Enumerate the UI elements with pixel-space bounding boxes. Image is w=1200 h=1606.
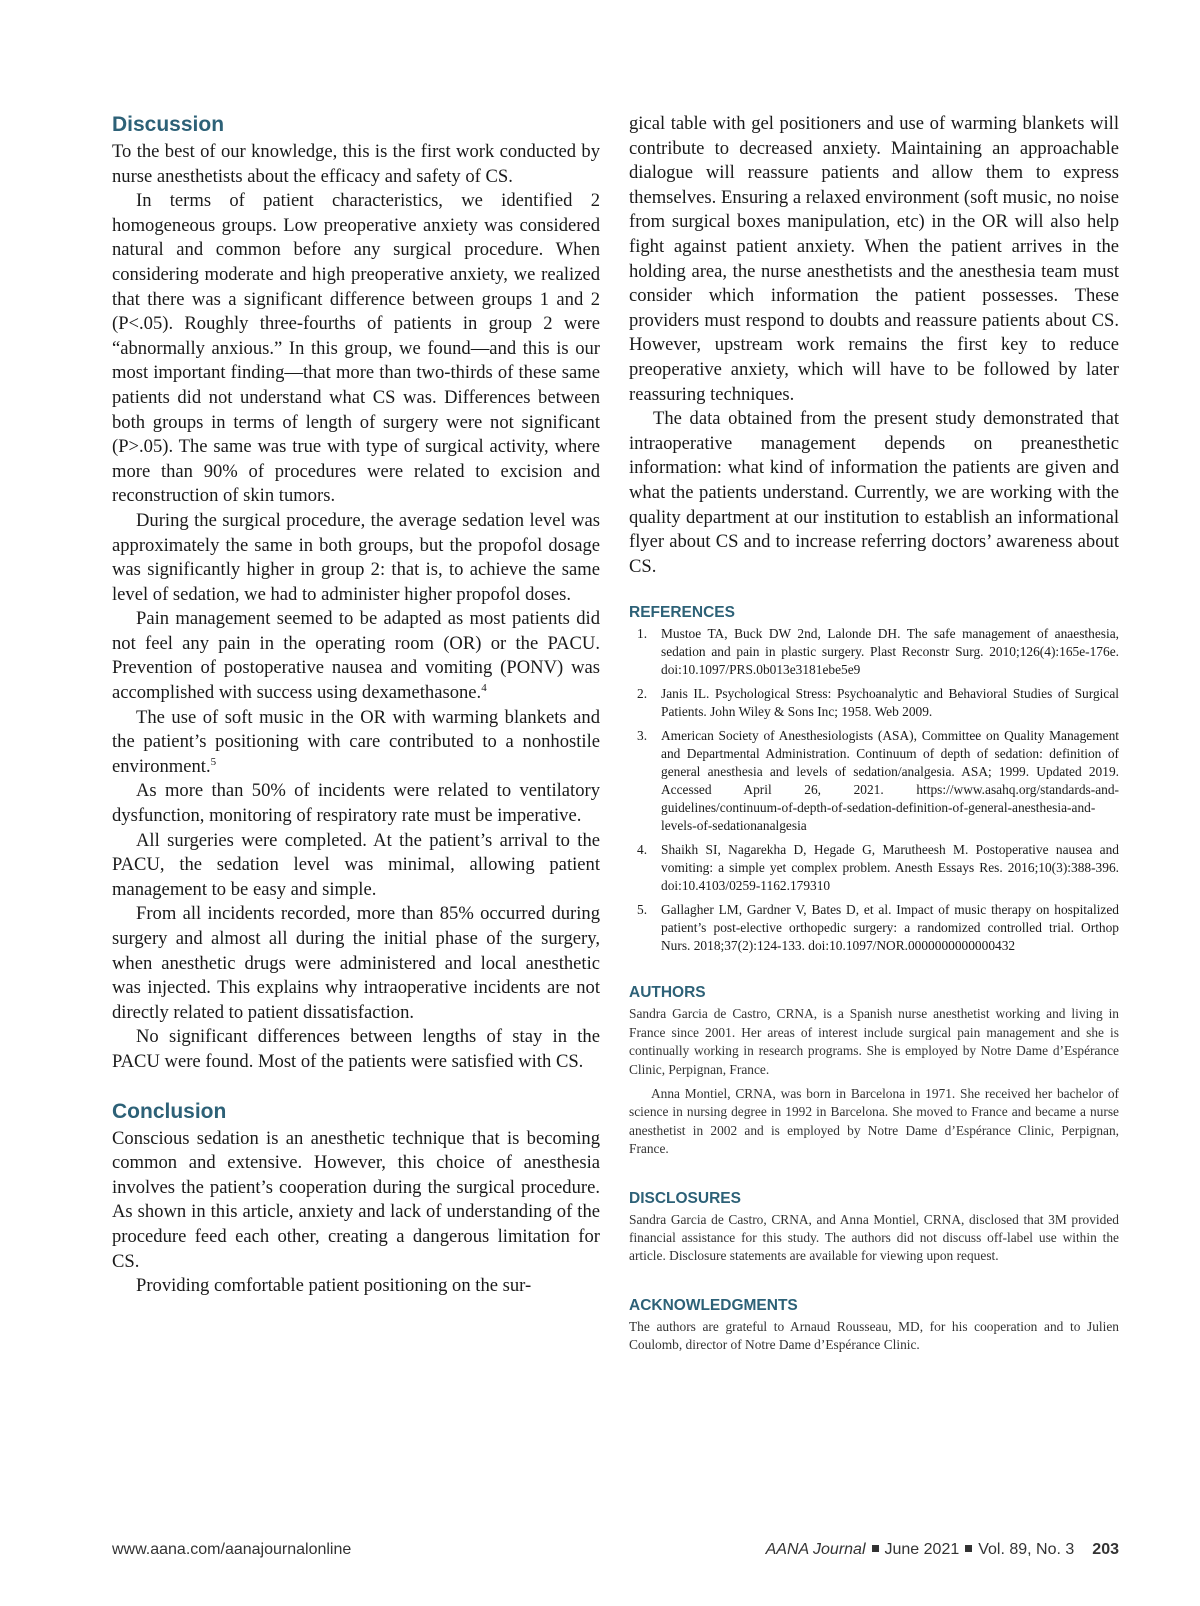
acknowledgments-heading: ACKNOWLEDGMENTS <box>629 1296 798 1314</box>
reference-number: 1. <box>637 626 648 642</box>
disclosures-heading: DISCLOSURES <box>629 1189 741 1207</box>
footer-url[interactable]: www.aana.com/aanajournalonline <box>112 1541 352 1558</box>
discussion-paragraph: As more than 50% of incidents were related to ventilatory dysfunction, monitoring of respiratory rate must be imperative. <box>112 780 600 827</box>
issue-date: June 2021 <box>884 1541 960 1558</box>
discussion-paragraph: All surgeries were completed. At the patient’s arrival to the PACU, the sedation level was minimal, allowing patient management to be easy and simple. <box>112 829 600 900</box>
conclusion-paragraph-split: Providing comfortable patient positioning on the sur- <box>136 1275 532 1297</box>
conclusion-heading: Conclusion <box>112 1099 227 1123</box>
left-column <box>112 112 600 1299</box>
square-bullet-icon <box>965 1545 972 1552</box>
discussion-heading: Discussion <box>112 113 225 136</box>
discussion-paragraph: From all incidents recorded, more than 85% occurred during surgery and almost all during the initial phase of the surgery, when anesthetic drugs were administered and local anesthetic was injected. This explains why intraoperative incidents are not directly related to patient dissatisfaction. <box>112 903 600 1023</box>
reference-item <box>629 901 1119 955</box>
authors-heading: AUTHORS <box>629 984 706 1002</box>
references-list <box>629 625 1119 955</box>
journal-name: AANA Journal <box>765 1541 866 1558</box>
discussion-paragraph <box>112 706 600 780</box>
paragraph-text: Pain management seemed to be adapted as most patients did not feel any pain in the operating room (OR) or the PACU. Prevention of postoperative nausea and vomiting (PONV) was accomplished with success using dexamethasone. <box>112 608 600 704</box>
reference-text: Mustoe TA, Buck DW 2nd, Lalonde DH. The safe management of anaesthesia, sedation and pain in plastic surgery. Plast Reconstr Surg. 2010;126(4):165e-176e. doi:10.1097/PRS.0b013e3181ebe5e9 <box>661 626 1119 678</box>
right-column <box>629 112 1119 1355</box>
discussion-paragraph <box>112 607 600 705</box>
discussion-paragraph: To the best of our knowledge, this is the first work conducted by nurse anesthetists about the efficacy and safety of CS. <box>112 141 600 187</box>
author-bio: Anna Montiel, CRNA, was born in Barcelona in 1971. She received her bachelor of science in nursing degree in 1992 in Barcelona. She moved to France and became a nurse anesthetist in 2002 and is employed by Notre Dame d’Espérance Clinic, Perpignan, France. <box>629 1085 1119 1157</box>
reference-number: 4. <box>637 842 648 858</box>
reference-item <box>629 727 1119 835</box>
section-spacer <box>112 1075 600 1099</box>
page-number: 203 <box>1092 1541 1119 1558</box>
section-spacer <box>629 961 1119 983</box>
discussion-paragraph: No significant differences between lengths of stay in the PACU were found. Most of the patients were satisfied with CS. <box>112 1026 600 1072</box>
reference-number: 2. <box>637 686 648 702</box>
reference-item <box>629 625 1119 679</box>
citation-superscript: 4 <box>481 681 487 694</box>
paragraph-text: The use of soft music in the OR with warming blankets and the patient’s positioning with care contributed to a nonhostile environment. <box>112 706 600 777</box>
conclusion-paragraph: The data obtained from the present study demonstrated that intraoperative management depends on preanesthetic information: what kind of information the patients are given and what the patients understand. Currently, we are working with the quality department at our institution to establish an informational flyer about CS and to increase referring doctors’ awareness about CS. <box>629 408 1119 577</box>
section-spacer <box>629 579 1119 603</box>
section-spacer <box>629 1266 1119 1296</box>
reference-item <box>629 841 1119 895</box>
conclusion-paragraph: Conscious sedation is an anesthetic technique that is becoming common and extensive. However, this choice of anesthesia involves the patient’s cooperation during the surgical procedure. As shown in this article, anxiety and lack of understanding of the procedure feed each other, creating a dangerous limitation for CS. <box>112 1127 600 1272</box>
citation-superscript: 5 <box>210 755 217 768</box>
section-spacer <box>629 1159 1119 1189</box>
reference-number: 3. <box>637 728 648 744</box>
discussion-paragraph: During the surgical procedure, the average sedation level was approximately the same in both groups, but the propofol dosage was significantly higher in group 2: that is, to achieve the same level of sedation, we had to administer higher propofol doses. <box>112 509 600 605</box>
footer-journal-info <box>766 1541 1119 1559</box>
conclusion-paragraph-continued: gical table with gel positioners and use of warming blankets will contribute to decreased anxiety. Maintaining an approachable dialogue will reassure patients and allow them to express themselves. Ensuring a relaxed environment (soft music, no noise from surgical boxes manipulation, etc) in the OR will also help fight against patient anxiety. When the patient arrives in the holding area, the nurse anesthetists and the anesthesia team must consider which information the patient possesses. These providers must respond to doubts and reassure patients about CS. However, upstream work remains the first key to reduce preoperative anxiety, which will have to be followed by later reassuring techniques. <box>629 113 1119 405</box>
reference-text: Janis IL. Psychological Stress: Psychoanalytic and Behavioral Studies of Surgical Patients. John Wiley & Sons Inc; 1958. Web 2009. <box>661 686 1119 720</box>
discussion-paragraph: In terms of patient characteristics, we identified 2 homogeneous groups. Low preoperative anxiety was considered natural and common before any surgical procedure. When considering moderate and high preoperative anxiety, we realized that there was a significant difference between groups 1 and 2 (P<.05). Roughly three-fourths of patients in group 2 were “abnormally anxious.” In this group, we found—and this is our most important finding—that more than two-thirds of these same patients did not understand what CS was. Differences between both groups in terms of length of surgery were not significant (P>.05). The same was true with type of surgical activity, where more than 90% of procedures were related to excision and reconstruction of skin tumors. <box>112 190 600 507</box>
reference-text: Gallagher LM, Gardner V, Bates D, et al. Impact of music therapy on hospitalized patient’s post-elective orthopedic surgery: a randomized controlled trial. Orthop Nurs. 2018;37(2):124-133. doi:10.1097/NOR.0000000000000432 <box>661 902 1119 954</box>
reference-text: American Society of Anesthesiologists (ASA), Committee on Quality Management and Departmental Administration. Continuum of depth of sedation: definition of general anesthesia and levels of sedation/analgesia. ASA; 1999. Updated 2019. Accessed April 26, 2021. https://www.asahq.org/standards-and-guidelines/continuum-of-depth-of-sedation-definition-of-general-anesthesia-and-levels-of-sedationanalgesia <box>661 728 1119 834</box>
reference-item <box>629 685 1119 721</box>
reference-text: Shaikh SI, Nagarekha D, Hegade G, Marutheesh M. Postoperative nausea and vomiting: a simple yet complex problem. Anesth Essays Res. 2016;10(3):388-396. doi:10.4103/0259-1162.179310 <box>661 842 1119 894</box>
square-bullet-icon <box>872 1545 879 1552</box>
references-heading: REFERENCES <box>629 604 735 622</box>
author-bio: Sandra Garcia de Castro, CRNA, is a Spanish nurse anesthetist working and living in France since 2001. Her areas of interest include surgical pain management and she is continually working in research programs. She is employed by Notre Dame d’Espérance Clinic, Perpignan, France. <box>629 1006 1119 1077</box>
reference-number: 5. <box>637 902 648 918</box>
disclosures-text: Sandra Garcia de Castro, CRNA, and Anna Montiel, CRNA, disclosed that 3M provided financial assistance for this study. The authors did not discuss off-label use within the article. Disclosure statements are available for viewing upon request. <box>629 1211 1119 1264</box>
volume-issue: Vol. 89, No. 3 <box>978 1541 1075 1558</box>
acknowledgments-text: The authors are grateful to Arnaud Rousseau, MD, for his cooperation and to Julien Coulomb, director of Notre Dame d’Espérance Clinic. <box>629 1318 1119 1353</box>
